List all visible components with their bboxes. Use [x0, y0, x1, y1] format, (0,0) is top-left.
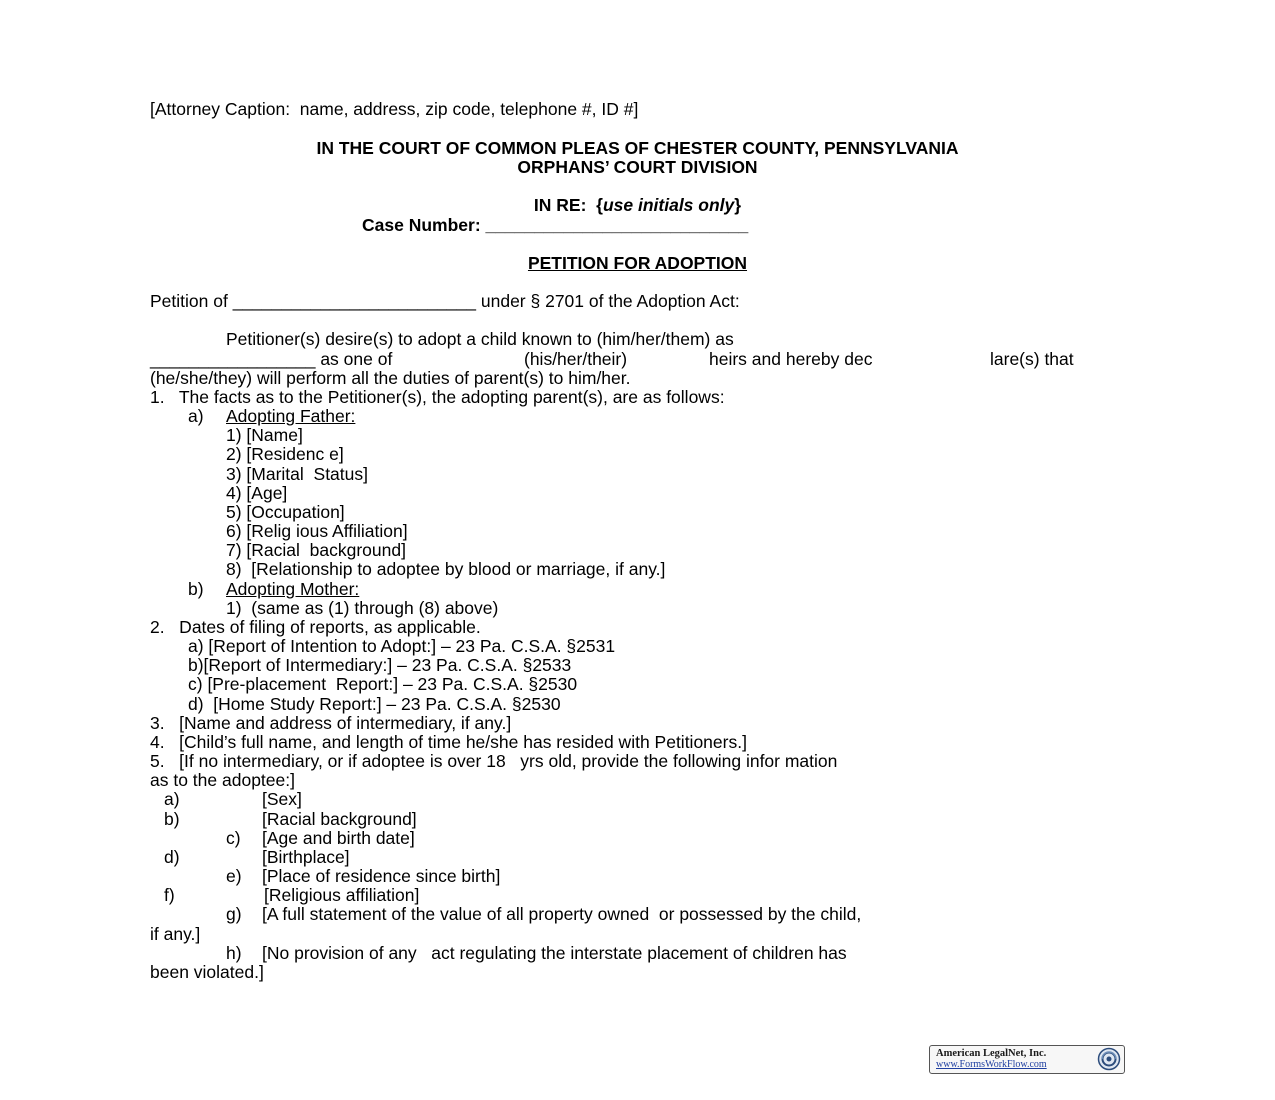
- intro-paragraph-line-3: (he/she/they) will perform all the duties of parent(s) to him/her.: [150, 368, 631, 388]
- adoptee-item-label: e): [226, 866, 242, 886]
- logo-company-name: American LegalNet, Inc.: [936, 1048, 1047, 1059]
- in-re-line: [150, 195, 1125, 215]
- father-item: 8) [Relationship to adoptee by blood or marriage, if any.]: [226, 559, 666, 579]
- interstate-statement-line-2: been violated.]: [150, 962, 264, 982]
- section-1-heading: 1. The facts as to the Petitioner(s), the adopting parent(s), are as follows:: [150, 387, 725, 407]
- father-item: 7) [Racial background]: [226, 540, 406, 560]
- adoptee-item-text: [Place of residence since birth]: [262, 866, 501, 886]
- adopting-father-title: Adopting Father:: [226, 406, 356, 426]
- report-item: d) [Home Study Report:] – 23 Pa. C.S.A. §2530: [188, 694, 561, 714]
- adoptee-item-label: f): [164, 885, 175, 905]
- father-item: 6) [Relig ious Affiliation]: [226, 521, 408, 541]
- american-legalnet-logo: [929, 1045, 1125, 1074]
- father-item: 4) [Age]: [226, 483, 288, 503]
- petition-of-line: Petition of _________________________ under § 2701 of the Adoption Act:: [150, 291, 740, 311]
- adoptee-item-text: [Birthplace]: [262, 847, 350, 867]
- globe-icon: [1097, 1047, 1121, 1071]
- property-statement-line-1: [A full statement of the value of all property owned or possessed by the child,: [262, 904, 862, 924]
- section-2-heading: 2. Dates of filing of reports, as applicable.: [150, 617, 481, 637]
- adoptee-item-text: [Age and birth date]: [262, 828, 415, 848]
- section-5-line-2: as to the adoptee:]: [150, 770, 295, 790]
- interstate-statement-line-1: [No provision of any act regulating the interstate placement of children has: [262, 943, 847, 963]
- report-item: b)[Report of Intermediary:] – 23 Pa. C.S.A. §2533: [188, 655, 572, 675]
- adoptee-item-text: [Sex]: [262, 789, 302, 809]
- property-statement-line-2: if any.]: [150, 924, 201, 944]
- section-5-line-1: 5. [If no intermediary, or if adoptee is over 18 yrs old, provide the following infor mation: [150, 751, 838, 771]
- mother-label: b): [188, 579, 204, 599]
- adoptee-item-label: c): [226, 828, 241, 848]
- adoptee-item-text: [Racial background]: [262, 809, 417, 829]
- document-title: PETITION FOR ADOPTION: [527, 253, 748, 273]
- court-name-line-2: ORPHANS’ COURT DIVISION: [517, 157, 758, 177]
- intro-paragraph-line-2a: _________________ as one of: [150, 349, 393, 369]
- attorney-caption: [Attorney Caption: name, address, zip code, telephone #, ID #]: [150, 99, 639, 119]
- case-number-field: Case Number: ___________________________: [362, 215, 749, 235]
- section-3: 3. [Name and address of intermediary, if any.]: [150, 713, 512, 733]
- intro-paragraph-line-2b: (his/her/their): [524, 349, 628, 369]
- intro-paragraph-line-2d: lare(s) that: [990, 349, 1074, 369]
- report-item: a) [Report of Intention to Adopt:] – 23 Pa. C.S.A. §2531: [188, 636, 616, 656]
- court-name-line-1: IN THE COURT OF COMMON PLEAS OF CHESTER COUNTY, PENNSYLVANIA: [316, 138, 959, 158]
- section-4: 4. [Child’s full name, and length of time he/she has resided with Petitioners.]: [150, 732, 747, 752]
- father-item: 5) [Occupation]: [226, 502, 345, 522]
- adoptee-item-label: h): [226, 943, 242, 963]
- father-label: a): [188, 406, 204, 426]
- in-re-prefix: IN RE: {: [533, 195, 603, 215]
- father-item: 2) [Residenc e]: [226, 444, 344, 464]
- in-re-suffix: }: [734, 195, 742, 215]
- adoptee-item-label: b): [164, 809, 180, 829]
- report-item: c) [Pre-placement Report:] – 23 Pa. C.S.A. §2530: [188, 674, 578, 694]
- father-item: 1) [Name]: [226, 425, 303, 445]
- adopting-mother-title: Adopting Mother:: [226, 579, 360, 599]
- logo-website-link[interactable]: www.FormsWorkFlow.com: [936, 1059, 1047, 1070]
- father-item: 3) [Marital Status]: [226, 464, 368, 484]
- adoptee-item-text: [Religious affiliation]: [264, 885, 420, 905]
- in-re-instruction: use initials only: [602, 195, 735, 215]
- intro-paragraph-line-2c: heirs and hereby dec: [709, 349, 873, 369]
- intro-paragraph-line-1: Petitioner(s) desire(s) to adopt a child known to (him/her/them) as: [226, 329, 734, 349]
- adoptee-item-label: d): [164, 847, 180, 867]
- mother-item: 1) (same as (1) through (8) above): [226, 598, 499, 618]
- adoptee-item-label: g): [226, 904, 242, 924]
- adoptee-item-label: a): [164, 789, 180, 809]
